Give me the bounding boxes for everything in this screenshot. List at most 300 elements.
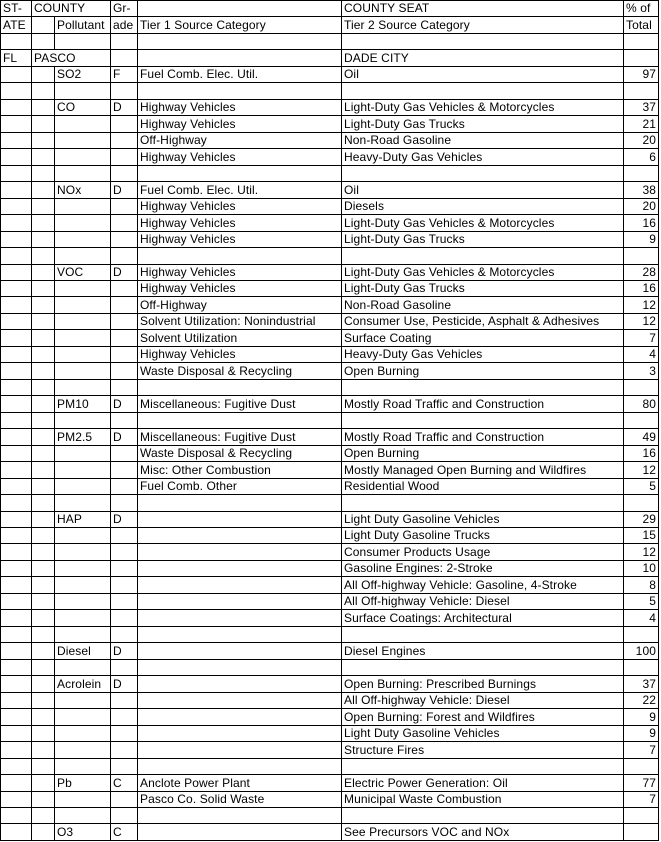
tier2-cell: Consumer Products Usage (342, 544, 624, 560)
tier1-cell (138, 544, 342, 560)
state-cell (1, 725, 32, 741)
pollutant-cell (55, 132, 111, 148)
table-row (1, 544, 659, 560)
grade-cell (111, 709, 138, 725)
state-cell (1, 742, 32, 758)
tier1-cell: Fuel Comb. Elec. Util. (138, 66, 342, 82)
pollutant-cell (55, 215, 111, 231)
county-cell (32, 132, 55, 148)
tier1-cell: Waste Disposal & Recycling (138, 363, 342, 379)
grade-cell (111, 330, 138, 346)
pollutant-cell (55, 297, 111, 313)
state-cell (1, 478, 32, 494)
pollutant-cell (55, 445, 111, 461)
pct-cell: 28 (624, 264, 659, 280)
tier1-cell: Highway Vehicles (138, 149, 342, 165)
tier2-cell: Diesels (342, 198, 624, 214)
pollutant-cell (55, 346, 111, 362)
pct-cell: 5 (624, 593, 659, 609)
county-cell (32, 577, 55, 593)
grade-cell (111, 560, 138, 576)
county-cell (32, 593, 55, 609)
tier1-cell: Highway Vehicles (138, 264, 342, 280)
county-cell (32, 363, 55, 379)
tier2-cell: Light-Duty Gas Trucks (342, 280, 624, 296)
pct-cell: 3 (624, 363, 659, 379)
blank-row (1, 495, 659, 511)
header-grade-2: ade (111, 17, 138, 33)
table-row (1, 725, 659, 741)
pct-cell: 97 (624, 66, 659, 82)
header-county-2 (32, 17, 55, 33)
tier1-cell: Highway Vehicles (138, 116, 342, 132)
tier2-cell: All Off-highway Vehicle: Diesel (342, 692, 624, 708)
tier2-cell: All Off-highway Vehicle: Diesel (342, 593, 624, 609)
pollutant-cell: Acrolein (55, 676, 111, 692)
table-row (1, 264, 659, 280)
tier1-cell: Highway Vehicles (138, 280, 342, 296)
table-row (1, 709, 659, 725)
pollutant-cell (55, 709, 111, 725)
pollutant-cell (55, 593, 111, 609)
blank-row (1, 807, 659, 823)
grade-cell (111, 231, 138, 247)
state-cell (1, 182, 32, 198)
pct-cell: 9 (624, 725, 659, 741)
pollutant-cell (55, 280, 111, 296)
grade-cell (111, 149, 138, 165)
pollutant-cell (55, 330, 111, 346)
county-cell (32, 99, 55, 115)
blank-row (1, 33, 659, 49)
tier2-cell: Light-Duty Gas Trucks (342, 116, 624, 132)
pct-cell: 37 (624, 99, 659, 115)
header-tier2: Tier 2 Source Category (342, 17, 624, 33)
grade-cell (111, 593, 138, 609)
table-row (1, 346, 659, 362)
header-pollutant: Pollutant (55, 17, 111, 33)
grade-cell: D (111, 429, 138, 445)
state-cell (1, 511, 32, 527)
table-row (1, 182, 659, 198)
header-grade: Gr- (111, 1, 138, 17)
pollutant-cell: SO2 (55, 66, 111, 82)
grade-cell (111, 313, 138, 329)
grade-cell (111, 215, 138, 231)
county-cell (32, 346, 55, 362)
pollutant-cell: CO (55, 99, 111, 115)
tier2-cell: Open Burning: Prescribed Burnings (342, 676, 624, 692)
pct-cell: 80 (624, 396, 659, 412)
pct-cell: 16 (624, 215, 659, 231)
table-row (1, 313, 659, 329)
pollutant-cell (55, 742, 111, 758)
pct-cell: 77 (624, 775, 659, 791)
state-cell (1, 116, 32, 132)
state-cell (1, 198, 32, 214)
table-row (1, 791, 659, 807)
header-tier1: Tier 1 Source Category (138, 17, 342, 33)
state-cell (1, 593, 32, 609)
pct-cell: 16 (624, 445, 659, 461)
pollutant-cell (55, 313, 111, 329)
pct-cell: 20 (624, 132, 659, 148)
state-cell (1, 775, 32, 791)
county-cell (32, 66, 55, 82)
header-total: Total (624, 17, 659, 33)
tier1-cell: Miscellaneous: Fugitive Dust (138, 396, 342, 412)
tier2-cell: Non-Road Gasoline (342, 297, 624, 313)
tier2-cell: Light Duty Gasoline Vehicles (342, 725, 624, 741)
county-cell (32, 791, 55, 807)
pct-cell: 10 (624, 560, 659, 576)
tier2-cell: Surface Coating (342, 330, 624, 346)
pct-cell: 21 (624, 116, 659, 132)
grade-cell: D (111, 182, 138, 198)
state-cell (1, 280, 32, 296)
table-row (1, 116, 659, 132)
table-row (1, 692, 659, 708)
county-cell (32, 560, 55, 576)
county-seat-cell: DADE CITY (342, 50, 624, 66)
pct-cell: 38 (624, 182, 659, 198)
county-cell (32, 462, 55, 478)
county-cell (32, 643, 55, 659)
pct-cell: 37 (624, 676, 659, 692)
state-cell (1, 445, 32, 461)
pct-cell: 15 (624, 528, 659, 544)
county-cell (32, 709, 55, 725)
state-cell (1, 577, 32, 593)
table-row (1, 593, 659, 609)
pollutant-cell (55, 725, 111, 741)
header-pct: % of (624, 1, 659, 17)
state-cell (1, 462, 32, 478)
tier1-cell: Solvent Utilization (138, 330, 342, 346)
tier1-cell (138, 824, 342, 840)
tier1-cell (138, 610, 342, 626)
county-cell (32, 742, 55, 758)
state-cell (1, 676, 32, 692)
county-cell (32, 280, 55, 296)
state-cell (1, 215, 32, 231)
header-state: ST- (1, 1, 32, 17)
table-row (1, 478, 659, 494)
tier1-cell (138, 692, 342, 708)
table-row (1, 280, 659, 296)
table-row (1, 215, 659, 231)
grade-cell (111, 577, 138, 593)
pct-cell: 49 (624, 429, 659, 445)
grade-cell (111, 280, 138, 296)
pct-cell: 9 (624, 709, 659, 725)
county-cell (32, 676, 55, 692)
blank-row (1, 83, 659, 99)
county-cell (32, 198, 55, 214)
table-row (1, 99, 659, 115)
state-cell (1, 791, 32, 807)
tier1-cell: Pasco Co. Solid Waste (138, 791, 342, 807)
state-cell (1, 643, 32, 659)
state-cell (1, 429, 32, 445)
header-row-2 (1, 17, 659, 33)
pollutant-cell (55, 363, 111, 379)
table-row (1, 560, 659, 576)
table-row (1, 610, 659, 626)
county-cell (32, 330, 55, 346)
pollutant-cell: PM10 (55, 396, 111, 412)
tier2-cell: Gasoline Engines: 2-Stroke (342, 560, 624, 576)
grade-cell (111, 132, 138, 148)
tier1-cell: Solvent Utilization: Nonindustrial (138, 313, 342, 329)
grade-cell (111, 742, 138, 758)
location-row (1, 50, 659, 66)
pollutant-cell (55, 231, 111, 247)
pollutant-cell (55, 149, 111, 165)
tier2-cell: All Off-highway Vehicle: Gasoline, 4-Stroke (342, 577, 624, 593)
pollutant-cell (55, 544, 111, 560)
blank-row (1, 758, 659, 774)
county-cell (32, 429, 55, 445)
tier2-cell: Municipal Waste Combustion (342, 791, 624, 807)
state-cell (1, 313, 32, 329)
tier2-cell: Light-Duty Gas Vehicles & Motorcycles (342, 99, 624, 115)
state-cell (1, 396, 32, 412)
state-cell (1, 528, 32, 544)
grade-cell (111, 528, 138, 544)
county-cell (32, 725, 55, 741)
blank-row (1, 412, 659, 428)
pct-cell: 22 (624, 692, 659, 708)
table-row (1, 149, 659, 165)
table-row (1, 676, 659, 692)
grade-cell (111, 692, 138, 708)
grade-cell: C (111, 824, 138, 840)
grade-cell (111, 445, 138, 461)
state-cell (1, 709, 32, 725)
state-cell (1, 610, 32, 626)
blank-row (1, 659, 659, 675)
tier2-cell: Mostly Road Traffic and Construction (342, 396, 624, 412)
county-cell (32, 478, 55, 494)
pollutant-cell (55, 198, 111, 214)
tier1-cell (138, 593, 342, 609)
tier2-cell: Open Burning (342, 363, 624, 379)
state-cell (1, 544, 32, 560)
tier1-cell: Highway Vehicles (138, 231, 342, 247)
tier2-cell: Light Duty Gasoline Vehicles (342, 511, 624, 527)
tier1-cell (138, 643, 342, 659)
grade-cell: D (111, 264, 138, 280)
tier1-cell (138, 676, 342, 692)
pollutant-cell (55, 528, 111, 544)
tier2-cell: Consumer Use, Pesticide, Asphalt & Adhesives (342, 313, 624, 329)
state-cell (1, 297, 32, 313)
grade-cell (111, 725, 138, 741)
table-row (1, 132, 659, 148)
grade-cell (111, 791, 138, 807)
pct-cell: 20 (624, 198, 659, 214)
county-cell (32, 231, 55, 247)
grade-cell (111, 544, 138, 560)
county-cell (32, 544, 55, 560)
pollutant-cell (55, 116, 111, 132)
header-county: COUNTY (32, 1, 111, 17)
pollutant-cell: HAP (55, 511, 111, 527)
tier1-cell (138, 511, 342, 527)
tier2-cell: See Precursors VOC and NOx (342, 824, 624, 840)
tier1-cell: Misc: Other Combustion (138, 462, 342, 478)
county-cell (32, 116, 55, 132)
county-cell (32, 396, 55, 412)
pct-cell: 7 (624, 330, 659, 346)
grade-cell (111, 198, 138, 214)
tier2-cell: Non-Road Gasoline (342, 132, 624, 148)
state-cell (1, 824, 32, 840)
pct-cell: 4 (624, 610, 659, 626)
county-cell (32, 511, 55, 527)
state-cell (1, 330, 32, 346)
tier1-cell (138, 742, 342, 758)
pct-cell: 12 (624, 297, 659, 313)
pct-cell: 12 (624, 544, 659, 560)
pct-cell: 12 (624, 313, 659, 329)
tier2-cell: Mostly Managed Open Burning and Wildfires (342, 462, 624, 478)
tier1-cell: Waste Disposal & Recycling (138, 445, 342, 461)
tier1-cell: Miscellaneous: Fugitive Dust (138, 429, 342, 445)
table-row (1, 742, 659, 758)
state-cell (1, 66, 32, 82)
pollutant-cell (55, 692, 111, 708)
table-row (1, 577, 659, 593)
pollutant-cell: NOx (55, 182, 111, 198)
table-row (1, 297, 659, 313)
pct-cell: 12 (624, 462, 659, 478)
tier1-cell: Highway Vehicles (138, 215, 342, 231)
pct-cell (624, 824, 659, 840)
tier1-cell: Highway Vehicles (138, 198, 342, 214)
tier2-cell: Light-Duty Gas Vehicles & Motorcycles (342, 264, 624, 280)
tier2-cell: Light-Duty Gas Vehicles & Motorcycles (342, 215, 624, 231)
state-cell (1, 132, 32, 148)
county-cell (32, 528, 55, 544)
grade-cell: D (111, 511, 138, 527)
tier2-cell: Residential Wood (342, 478, 624, 494)
pct-cell: 8 (624, 577, 659, 593)
table-row (1, 330, 659, 346)
tier1-cell (138, 528, 342, 544)
grade-cell (111, 363, 138, 379)
state-cell (1, 231, 32, 247)
tier1-cell: Off-Highway (138, 297, 342, 313)
header-tier1-blank (138, 1, 342, 17)
grade-cell: D (111, 676, 138, 692)
pollutant-cell (55, 478, 111, 494)
grade-cell: D (111, 99, 138, 115)
grade-cell (111, 297, 138, 313)
header-county-seat: COUNTY SEAT (342, 1, 624, 17)
tier2-cell: Oil (342, 182, 624, 198)
county-cell (32, 824, 55, 840)
grade-cell: F (111, 66, 138, 82)
header-row-1 (1, 1, 659, 17)
table-row (1, 198, 659, 214)
grade-cell (111, 462, 138, 478)
table-row (1, 511, 659, 527)
pct-cell: 4 (624, 346, 659, 362)
state-cell (1, 149, 32, 165)
county-cell (32, 215, 55, 231)
tier2-cell: Diesel Engines (342, 643, 624, 659)
table-row (1, 396, 659, 412)
tier2-cell: Structure Fires (342, 742, 624, 758)
tier2-cell: Electric Power Generation: Oil (342, 775, 624, 791)
state-cell (1, 692, 32, 708)
tier1-cell: Highway Vehicles (138, 346, 342, 362)
tier2-cell: Light Duty Gasoline Trucks (342, 528, 624, 544)
county-cell (32, 264, 55, 280)
tier1-cell: Off-Highway (138, 132, 342, 148)
grade-cell (111, 610, 138, 626)
grade-cell (111, 346, 138, 362)
tier2-cell: Oil (342, 66, 624, 82)
pollutant-cell (55, 462, 111, 478)
table-row (1, 231, 659, 247)
blank-row (1, 248, 659, 264)
county-cell (32, 313, 55, 329)
table-row (1, 824, 659, 840)
pollutant-cell (55, 577, 111, 593)
county-cell (32, 445, 55, 461)
blank-row (1, 626, 659, 642)
tier1-cell: Highway Vehicles (138, 99, 342, 115)
pct-cell: 16 (624, 280, 659, 296)
table-row (1, 363, 659, 379)
tier2-cell: Heavy-Duty Gas Vehicles (342, 346, 624, 362)
grade-cell (111, 478, 138, 494)
county-cell (32, 692, 55, 708)
state-cell (1, 264, 32, 280)
tier2-cell: Heavy-Duty Gas Vehicles (342, 149, 624, 165)
pollutant-cell (55, 610, 111, 626)
table-row (1, 528, 659, 544)
table-row (1, 445, 659, 461)
table-row (1, 775, 659, 791)
pollutant-cell: VOC (55, 264, 111, 280)
tier1-cell (138, 577, 342, 593)
tier2-cell: Light-Duty Gas Trucks (342, 231, 624, 247)
pct-cell: 9 (624, 231, 659, 247)
table-row (1, 643, 659, 659)
pct-cell: 6 (624, 149, 659, 165)
grade-cell: D (111, 396, 138, 412)
pct-cell: 100 (624, 643, 659, 659)
pollutant-cell: PM2.5 (55, 429, 111, 445)
pct-cell: 29 (624, 511, 659, 527)
pollutant-cell: Pb (55, 775, 111, 791)
tier2-cell: Surface Coatings: Architectural (342, 610, 624, 626)
tier1-cell: Fuel Comb. Elec. Util. (138, 182, 342, 198)
blank-row (1, 379, 659, 395)
grade-cell (111, 116, 138, 132)
pct-cell: 5 (624, 478, 659, 494)
county-cell (32, 297, 55, 313)
table-row (1, 429, 659, 445)
state-cell: FL (1, 50, 32, 66)
state-cell (1, 560, 32, 576)
tier1-cell (138, 725, 342, 741)
grade-cell: D (111, 643, 138, 659)
